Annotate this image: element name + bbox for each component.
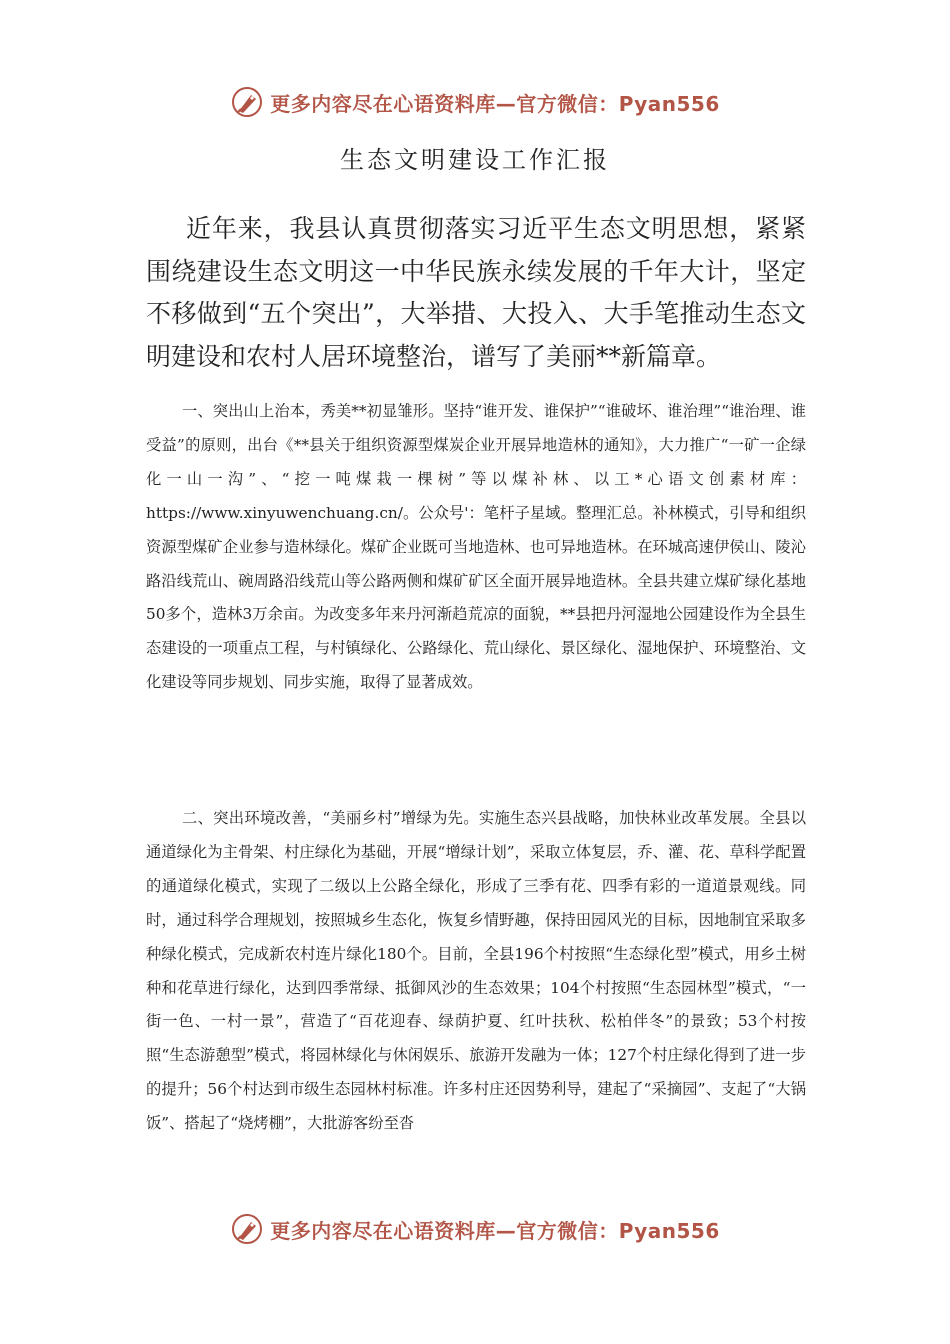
page-title: 生态文明建设工作汇报 xyxy=(340,146,610,174)
intro-paragraph: 近年来，我县认真贯彻落实习近平生态文明思想，紧紧围绕建设生态文明这一中华民族永续发展的千年大计，坚定不移做到“五个突出”，大举措、大投入、大手笔推动生态文明建设和农村人居环境整治，谱写了美丽**新篇章。 xyxy=(146,214,806,371)
pen-nib-logo-icon xyxy=(230,1212,264,1246)
body-paragraph-1: 一、突出山上治本，秀美**初显雏形。坚持“谁开发、谁保护”“谁破坏、谁治理”“谁治理、谁受益”的原则，出台《**县关于组织资源型煤炭企业开展异地造林的通知》，大力推广“一矿一企绿化一山一沟”、“挖一吨煤栽一棵树”等以煤补林、以工*心语文创素材库：https://www.xinyuwenchuang.cn/。公众号'：笔杆子星域。整理汇总。补林模式，引导和组织资源型煤矿企业参与造林绿化。煤矿企业既可当地造林、也可异地造林。在环城高速伊侯山、陵沁路沿线荒山、碗周路沿线荒山等公路两侧和煤矿矿区全面开展异地造林。全县共建立煤矿绿化基地50多个，造林3万余亩。为改变多年来丹河渐趋荒凉的面貌，**县把丹河湿地公园建设作为全县生态建设的一项重点工程，与村镇绿化、公路绿化、荒山绿化、景区绿化、湿地保护、环境整治、文化建设等同步规划、同步实施，取得了显著成效。 xyxy=(146,402,806,692)
pen-nib-logo-icon xyxy=(230,85,264,119)
body-paragraph-2: 二、突出环境改善，“美丽乡村”增绿为先。实施生态兴县战略，加快林业改革发展。全县以通道绿化为主骨架、村庄绿化为基础，开展“增绿计划”，采取立体复层，乔、灌、花、草科学配置的通道绿化模式，实现了二级以上公路全绿化，形成了三季有花、四季有彩的一道道景观线。同时，通过科学合理规划，按照城乡生态化，恢复乡情野趣，保持田园风光的目标，因地制宜采取多种绿化模式，完成新农村连片绿化180个。目前，全县196个村按照“生态绿化型”模式，用乡土树种和花草进行绿化，达到四季常绿、抵御风沙的生态效果；104个村按照“生态园林型”模式，“一街一色、一村一景”，营造了“百花迎春、绿荫护夏、红叶扶秋、松柏伴冬”的景致；53个村按照“生态游憩型”模式，将园林绿化与休闲娱乐、旅游开发融为一体；127个村庄绿化得到了进一步的提升；56个村达到市级生态园林村标准。许多村庄还因势利导，建起了“采摘园”、支起了“大锅饭”、搭起了“烧烤棚”，大批游客纷至沓 xyxy=(146,809,806,1133)
header-watermark-banner xyxy=(0,82,950,122)
watermark-text: 更多内容尽在心语资料库—官方微信：Pyan556 xyxy=(270,1218,720,1243)
watermark-text: 更多内容尽在心语资料库—官方微信：Pyan556 xyxy=(270,91,720,116)
footer-watermark-banner xyxy=(0,1209,950,1249)
